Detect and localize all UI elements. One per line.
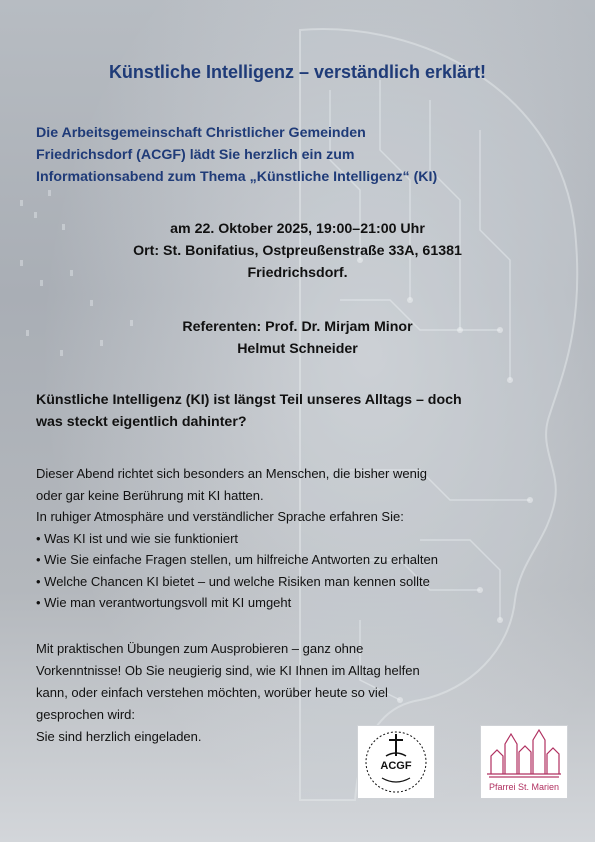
event-location: Ort: St. Bonifatius, Ostpreußenstraße 33A, 61381 [133,243,462,259]
intro-paragraph [36,122,566,188]
intro-line: Friedrichsdorf (ACGF) lädt Sie herzlich ein zum [36,147,355,163]
closing-line: gesprochen wird: [36,707,135,722]
speakers [20,316,575,360]
speaker-line: Referenten: Prof. Dr. Mirjam Minor [182,319,413,335]
acgf-logo [357,725,435,799]
question-line: Künstliche Intelligenz (KI) ist längst Teil unseres Alltags – doch [36,392,462,408]
pfarrei-st-marien-logo-text: Pfarrei St. Marien [488,782,560,792]
closing-line: Vorkenntnisse! Ob Sie neugierig sind, wie KI Ihnen im Alltag helfen [36,663,420,678]
speaker-line: Helmut Schneider [237,341,358,357]
body-line: Dieser Abend richtet sich besonders an Menschen, die bisher wenig [36,466,427,481]
bullet-item: • Wie man verantwortungsvoll mit KI umgeht [36,595,292,610]
event-details [20,218,575,284]
event-location-city: Friedrichsdorf. [247,265,348,281]
body-paragraph [36,463,576,614]
acgf-logo-text: ACGF [380,760,412,772]
bullet-item: • Wie Sie einfache Fragen stellen, um hilfreiche Antworten zu erhalten [36,552,438,567]
church-skyline-icon [481,726,567,782]
closing-line: Mit praktischen Übungen zum Ausprobieren – ganz ohne [36,641,364,656]
closing-paragraph [36,638,556,748]
body-line: In ruhiger Atmosphäre und verständlicher Sprache erfahren Sie: [36,509,404,524]
pfarrei-st-marien-logo [480,725,568,799]
closing-line: kann, oder einfach verstehen möchten, worüber heute so viel [36,685,388,700]
body-line: oder gar keine Berührung mit KI hatten. [36,487,264,503]
question-line: was steckt eigentlich dahinter? [36,414,247,430]
intro-line: Informationsabend zum Thema „Künstliche Intelligenz“ (KI) [36,169,438,185]
page-title: Künstliche Intelligenz – verständlich erklärt! [108,62,487,82]
question-heading [36,389,571,433]
bullet-item: • Welche Chancen KI bietet – und welche Risiken man kennen sollte [36,573,430,589]
intro-line: Die Arbeitsgemeinschaft Christlicher Gemeinden [36,125,366,141]
bullet-item: • Was KI ist und wie sie funktioniert [36,530,239,546]
event-date: am 22. Oktober 2025, 19:00–21:00 Uhr [170,221,425,237]
closing-line: Sie sind herzlich eingeladen. [36,729,202,744]
